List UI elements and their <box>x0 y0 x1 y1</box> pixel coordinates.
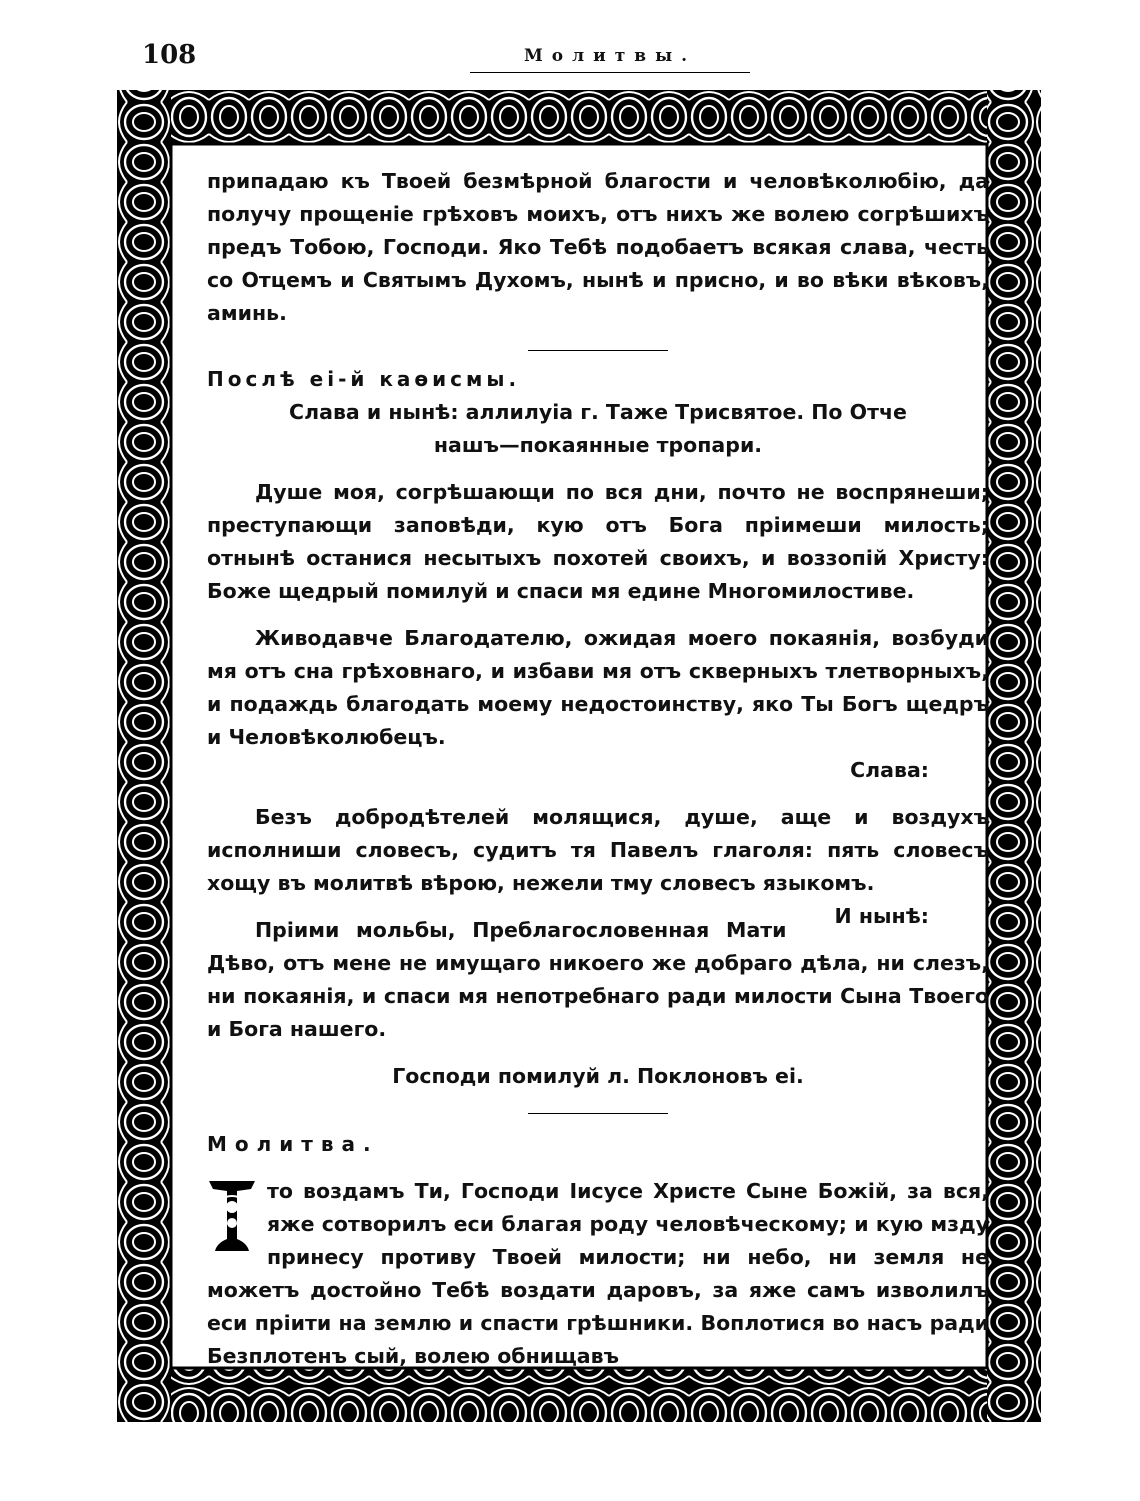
section-divider <box>528 350 668 351</box>
theotokion: Прiими мольбы, Преблагословенная Мати Дѣво, отъ мене не имущаго никоего же добраго дѣла, ни слезъ, ни покаянiя, и спаси мя непотребнаго ради милости Сына Твоего и Бога нашего. <box>207 918 989 1041</box>
dropcap-glyph: Ч <box>207 1177 208 1178</box>
dropcap-letter <box>207 1177 257 1255</box>
section-heading: Послѣ еi-й каѳисмы. <box>207 367 521 391</box>
rubric-line-1: Слава и нынѣ: аллилуiа г. Таже Трисвятое. По Отче <box>289 400 907 424</box>
rubric-line-2: нашъ—покаянные тропари. <box>433 433 763 457</box>
prayer-text: то воздамъ Ти, Господи Iисусе Христе Сыне Божiй, за вся, яже сотворилъ еси благая роду человѣческому; и кую мзду принесу противу Твоей милости; ни небо, ни земля не можетъ достойно Тебѣ воздати даровъ, за яже самъ изволилъ еси прiити на землю и спасти грѣшники. Воплотися во насъ ради Безплотенъ сый, волею обнищавъ <box>207 1179 989 1368</box>
border-right <box>987 90 1041 1422</box>
troparion-3 <box>207 801 989 928</box>
glory-label: Слава: <box>850 758 929 782</box>
now-and-ever-label: И нынѣ: <box>834 904 929 928</box>
troparion-3-text: Безъ добродѣтелей молящися, душе, аще и воздухъ исполниши словесъ, судитъ тя Павелъ глаголя: пять словесъ хощу въ молитвѣ вѣрою, нежели тму словесъ языкомъ. <box>207 805 989 895</box>
troparion-1: Душе моя, согрѣшающи по вся дни, почто не воспрянеши; преступающи заповѣди, кую отъ Бога прiимеши милость; отнынѣ останися несытыхъ похотей своихъ, и воззопiй Христу: Боже щедрый помилуй и спаси мя едине Многомилостиве. <box>207 480 989 603</box>
running-title: Молитвы. <box>523 46 697 66</box>
closing-rubric: Господи помилуй л. Поклоновъ еi. <box>392 1064 804 1088</box>
border-top <box>117 90 1041 144</box>
prayer-paragraph <box>207 1175 989 1373</box>
page-number: 108 <box>142 40 197 70</box>
header-rule <box>470 72 750 73</box>
prayer-title: Молитва. <box>207 1132 379 1156</box>
text-block <box>207 165 989 1368</box>
troparion-2: Живодавче Благодателю, ожидая моего покаянiя, возбуди мя отъ сна грѣховнаго, и избави мя отъ скверныхъ тлетворныхъ, и подаждь благодать моему недостоинству, яко Ты Богъ щедръ и Человѣколюбецъ. <box>207 626 989 749</box>
prayer-divider <box>528 1113 668 1114</box>
prayer-ending: припадаю къ Твоей безмѣрной благости и человѣколюбiю, да получу прощенiе грѣховъ моихъ, отъ нихъ же волею согрѣшихъ предъ Тобою, Господи. Яко Тебѣ подобаетъ всякая слава, честь со Отцемъ и Святымъ Духомъ, нынѣ и присно, и во вѣки вѣковъ, аминь. <box>207 169 989 325</box>
border-left <box>117 90 171 1422</box>
border-bottom <box>117 1368 1041 1422</box>
